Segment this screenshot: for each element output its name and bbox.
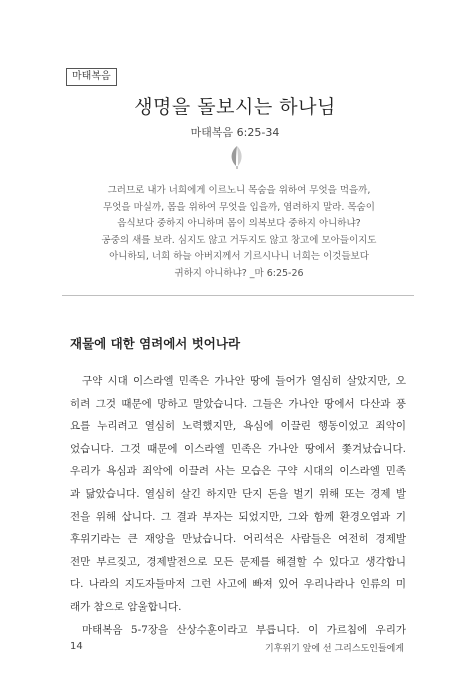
body-line: 히려 그것 때문에 망하고 말았습니다. 그들은 가나안 땅에서 다산과 풍 [70, 397, 406, 410]
body-line: 전을 위해 삽니다. 그 결과 부자는 되었지만, 그와 함께 환경오염과 기 [70, 510, 406, 523]
running-footer-title: 기후위기 앞에 선 그리스도인들에게 [265, 644, 404, 654]
divider [62, 295, 414, 296]
scripture-quote [70, 183, 408, 283]
category-tag: 마태복음 [66, 68, 117, 86]
body-line: 래가 참으로 암울합니다. [70, 600, 182, 613]
scripture-reference: 마태복음 6:25-34 [190, 126, 280, 139]
body-line: 요를 누리려고 열심히 노력했지만, 욕심에 이끌린 행동이었고 죄악이 [70, 420, 406, 433]
verse-line: 음식보다 중하지 아니하며 몸이 의복보다 중하지 아니하냐? [117, 218, 361, 230]
body-line: 전만 부르짖고, 경제발전으로 모든 문제를 해결할 수 있다고 생각합니 [70, 555, 406, 568]
body-line: 마태복음 5-7장을 산상수훈이라고 부릅니다. 이 가르침에 우리가 [82, 623, 406, 636]
body-line: 우리가 욕심과 죄악에 이끌려 사는 모습은 구약 시대의 이스라엘 민족 [70, 465, 406, 478]
body-line: 후위기라는 큰 재앙을 만났습니다. 어리석은 사람들은 여전히 경제발 [70, 533, 406, 546]
body-line: 었습니다. 그것 때문에 이스라엘 민족은 가나안 땅에서 쫓겨났습니다. [70, 442, 406, 455]
leaf-icon [226, 144, 248, 170]
verse-line: 아니하되, 너희 하늘 아버지께서 기르시나니 너희는 이것들보다 [109, 251, 369, 263]
body-line: 구약 시대 이스라엘 민족은 가나안 땅에 들어가 열심히 살았지만, 오 [82, 375, 406, 387]
verse-line: 무엇을 마실까, 몸을 위하여 무엇을 입을까, 염려하지 말라. 목숨이 [103, 201, 375, 213]
verse-line: 공중의 새를 보라. 심지도 않고 거두지도 않고 창고에 모아들이지도 [101, 234, 377, 246]
page-number: 14 [70, 641, 83, 652]
page-title: 생명을 돌보시는 하나님 [134, 96, 336, 118]
verse-line: 귀하지 아니하냐? _마 6:25-26 [174, 267, 304, 279]
body-line: 과 닮았습니다. 열심히 살긴 하지만 단지 돈을 벌기 위해 또는 경제 발 [70, 487, 406, 500]
body-line: 다. 나라의 지도자들마저 그런 사고에 빠져 있어 우리나라나 인류의 미 [70, 578, 406, 591]
body-text [70, 370, 406, 641]
section-heading: 재물에 대한 염려에서 벗어나라 [70, 336, 241, 351]
verse-line: 그러므로 내가 너희에게 이르노니 목숨을 위하여 무엇을 먹을까, [107, 185, 371, 196]
